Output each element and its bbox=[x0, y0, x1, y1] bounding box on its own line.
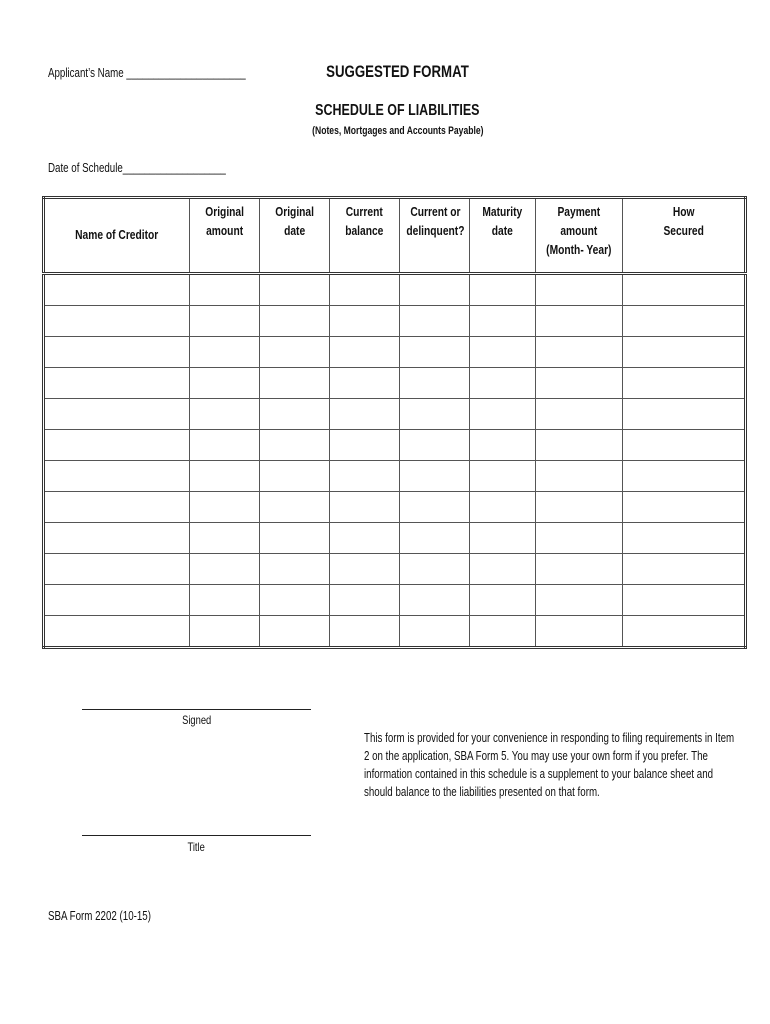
table-row bbox=[44, 274, 746, 306]
table-cell[interactable] bbox=[44, 337, 190, 368]
table-cell[interactable] bbox=[260, 492, 330, 523]
table-cell[interactable] bbox=[400, 399, 470, 430]
liabilities-table-body bbox=[44, 274, 746, 648]
table-row bbox=[44, 430, 746, 461]
table-cell[interactable] bbox=[536, 337, 623, 368]
table-cell[interactable] bbox=[44, 554, 190, 585]
applicant-name-field[interactable] bbox=[48, 66, 301, 80]
column-header-original-date: Original date bbox=[260, 198, 330, 274]
table-cell[interactable] bbox=[330, 337, 400, 368]
table-cell[interactable] bbox=[44, 399, 190, 430]
table-cell[interactable] bbox=[44, 523, 190, 554]
table-row bbox=[44, 523, 746, 554]
table-cell[interactable] bbox=[260, 430, 330, 461]
table-cell[interactable] bbox=[623, 461, 746, 492]
table-cell[interactable] bbox=[623, 274, 746, 306]
table-cell[interactable] bbox=[260, 461, 330, 492]
table-cell[interactable] bbox=[190, 554, 260, 585]
table-cell[interactable] bbox=[470, 585, 536, 616]
table-cell[interactable] bbox=[400, 430, 470, 461]
table-cell[interactable] bbox=[190, 492, 260, 523]
table-cell[interactable] bbox=[330, 585, 400, 616]
table-cell[interactable] bbox=[470, 554, 536, 585]
table-cell[interactable] bbox=[470, 368, 536, 399]
table-cell[interactable] bbox=[400, 306, 470, 337]
table-cell[interactable] bbox=[470, 274, 536, 306]
table-cell[interactable] bbox=[44, 585, 190, 616]
table-row bbox=[44, 368, 746, 399]
table-cell[interactable] bbox=[330, 523, 400, 554]
table-cell[interactable] bbox=[44, 616, 190, 648]
liabilities-table bbox=[42, 196, 747, 649]
table-cell[interactable] bbox=[623, 337, 746, 368]
title-line[interactable] bbox=[82, 835, 311, 836]
table-cell[interactable] bbox=[260, 274, 330, 306]
table-cell[interactable] bbox=[536, 306, 623, 337]
table-cell[interactable] bbox=[623, 399, 746, 430]
column-header-original-amount: Original amount bbox=[190, 198, 260, 274]
table-cell[interactable] bbox=[260, 585, 330, 616]
table-row bbox=[44, 585, 746, 616]
table-cell[interactable] bbox=[190, 306, 260, 337]
table-cell[interactable] bbox=[623, 368, 746, 399]
column-header-payment-amount: Payment amount (Month- Year) bbox=[536, 198, 623, 274]
form-number: SBA Form 2202 (10-15) bbox=[48, 909, 151, 923]
table-cell[interactable] bbox=[623, 306, 746, 337]
table-cell[interactable] bbox=[536, 554, 623, 585]
table-cell[interactable] bbox=[536, 368, 623, 399]
table-cell[interactable] bbox=[44, 492, 190, 523]
table-cell[interactable] bbox=[44, 306, 190, 337]
title-label: Title bbox=[187, 840, 206, 854]
table-cell[interactable] bbox=[260, 368, 330, 399]
table-cell[interactable] bbox=[44, 274, 190, 306]
applicant-name-label: Applicant’s Name ______________________ bbox=[48, 66, 246, 80]
table-header-row bbox=[44, 198, 746, 274]
table-cell[interactable] bbox=[400, 585, 470, 616]
table-cell[interactable] bbox=[330, 430, 400, 461]
table-cell[interactable] bbox=[330, 399, 400, 430]
signed-label: Signed bbox=[181, 713, 212, 727]
column-header-maturity-date: Maturity date bbox=[470, 198, 536, 274]
table-cell[interactable] bbox=[260, 616, 330, 648]
table-cell[interactable] bbox=[190, 337, 260, 368]
format-title: SUGGESTED FORMAT bbox=[326, 62, 469, 81]
table-cell[interactable] bbox=[536, 585, 623, 616]
table-row bbox=[44, 461, 746, 492]
signature-line[interactable] bbox=[82, 709, 311, 710]
table-cell[interactable] bbox=[400, 337, 470, 368]
table-cell[interactable] bbox=[623, 585, 746, 616]
table-cell[interactable] bbox=[623, 616, 746, 648]
table-row bbox=[44, 616, 746, 648]
table-cell[interactable] bbox=[470, 523, 536, 554]
table-row bbox=[44, 399, 746, 430]
date-of-schedule-label: Date of Schedule___________________ bbox=[48, 161, 226, 175]
schedule-subtitle: (Notes, Mortgages and Accounts Payable) bbox=[311, 125, 484, 137]
table-cell[interactable] bbox=[470, 337, 536, 368]
table-cell[interactable] bbox=[470, 492, 536, 523]
table-cell[interactable] bbox=[190, 368, 260, 399]
table-cell[interactable] bbox=[190, 274, 260, 306]
table-cell[interactable] bbox=[623, 430, 746, 461]
table-cell[interactable] bbox=[470, 616, 536, 648]
table-cell[interactable] bbox=[330, 616, 400, 648]
table-cell[interactable] bbox=[260, 306, 330, 337]
table-cell[interactable] bbox=[536, 399, 623, 430]
table-cell[interactable] bbox=[44, 461, 190, 492]
column-header-current-or-delinquent: Current or delinquent? bbox=[400, 198, 470, 274]
table-cell[interactable] bbox=[400, 616, 470, 648]
table-cell[interactable] bbox=[44, 430, 190, 461]
table-cell[interactable] bbox=[44, 368, 190, 399]
table-row bbox=[44, 492, 746, 523]
table-row bbox=[44, 306, 746, 337]
date-of-schedule-field[interactable] bbox=[48, 161, 276, 175]
table-cell[interactable] bbox=[190, 523, 260, 554]
table-cell[interactable] bbox=[330, 554, 400, 585]
table-cell[interactable] bbox=[400, 461, 470, 492]
table-cell[interactable] bbox=[400, 274, 470, 306]
column-header-name-of-creditor: Name of Creditor bbox=[44, 198, 190, 274]
table-cell[interactable] bbox=[536, 492, 623, 523]
table-cell[interactable] bbox=[623, 523, 746, 554]
table-row bbox=[44, 337, 746, 368]
table-cell[interactable] bbox=[330, 492, 400, 523]
table-cell[interactable] bbox=[623, 492, 746, 523]
table-cell[interactable] bbox=[536, 274, 623, 306]
table-cell[interactable] bbox=[190, 430, 260, 461]
table-cell[interactable] bbox=[400, 554, 470, 585]
table-cell[interactable] bbox=[400, 523, 470, 554]
table-cell[interactable] bbox=[260, 337, 330, 368]
table-cell[interactable] bbox=[330, 368, 400, 399]
table-cell[interactable] bbox=[623, 554, 746, 585]
table-cell[interactable] bbox=[400, 492, 470, 523]
table-cell[interactable] bbox=[260, 523, 330, 554]
table-cell[interactable] bbox=[330, 274, 400, 306]
table-cell[interactable] bbox=[190, 399, 260, 430]
table-cell[interactable] bbox=[470, 306, 536, 337]
column-header-how-secured: How Secured bbox=[623, 198, 746, 274]
table-cell[interactable] bbox=[536, 430, 623, 461]
schedule-title: SCHEDULE OF LIABILITIES bbox=[315, 102, 480, 119]
column-header-current-balance: Current balance bbox=[330, 198, 400, 274]
table-cell[interactable] bbox=[470, 399, 536, 430]
table-cell[interactable] bbox=[190, 461, 260, 492]
table-cell[interactable] bbox=[190, 616, 260, 648]
table-cell[interactable] bbox=[260, 554, 330, 585]
table-cell[interactable] bbox=[400, 368, 470, 399]
table-cell[interactable] bbox=[330, 461, 400, 492]
table-cell[interactable] bbox=[190, 585, 260, 616]
table-cell[interactable] bbox=[470, 430, 536, 461]
notice-paragraph: This form is provided for your convenience in responding to filing requirements in Item 2 on the application, SBA Form 5. You may use your own form if you prefer. The information contained in this schedule is a supplement to your balance sheet and should balance to the liabilities presented on that form. bbox=[364, 731, 735, 799]
table-row bbox=[44, 554, 746, 585]
table-cell[interactable] bbox=[536, 523, 623, 554]
table-cell[interactable] bbox=[536, 461, 623, 492]
table-cell[interactable] bbox=[470, 461, 536, 492]
table-cell[interactable] bbox=[260, 399, 330, 430]
table-cell[interactable] bbox=[330, 306, 400, 337]
table-cell[interactable] bbox=[536, 616, 623, 648]
